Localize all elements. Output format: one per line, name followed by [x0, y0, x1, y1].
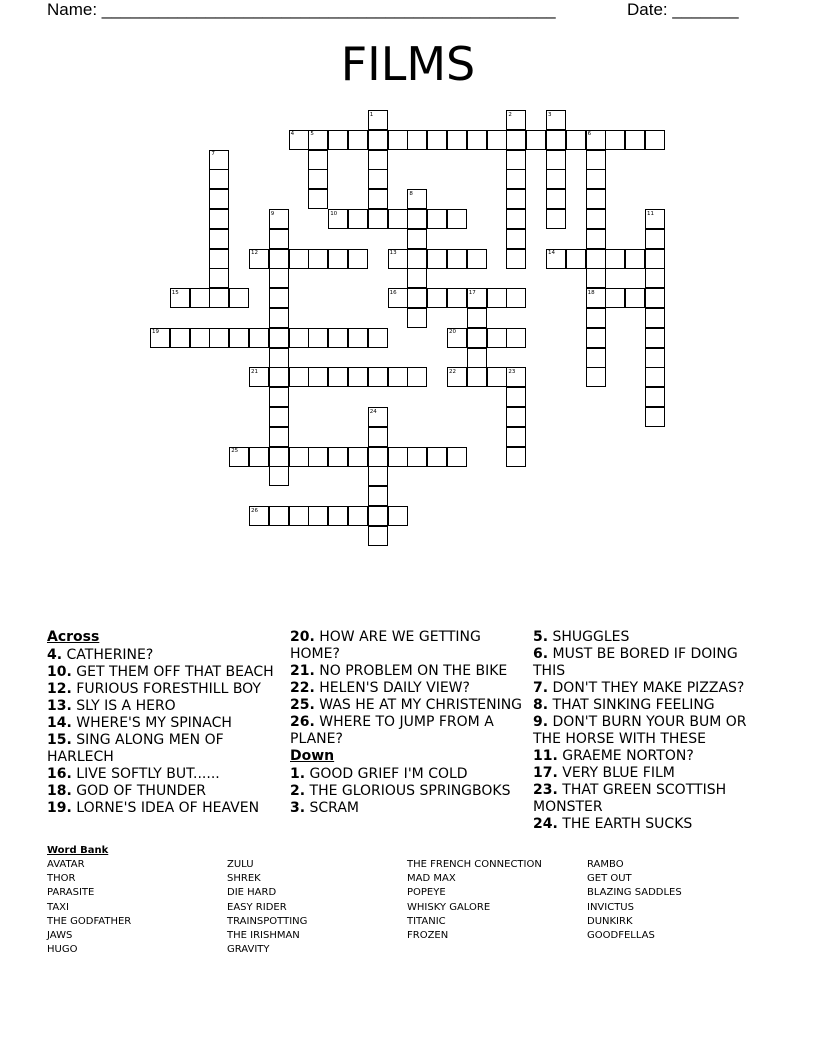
- grid-cell[interactable]: [348, 249, 368, 269]
- grid-cell[interactable]: [487, 367, 507, 387]
- grid-cell[interactable]: [328, 130, 348, 150]
- grid-cell[interactable]: [368, 466, 388, 486]
- grid-cell[interactable]: [546, 169, 566, 189]
- grid-cell[interactable]: [368, 427, 388, 447]
- grid-cell[interactable]: [209, 249, 229, 269]
- clue-item: [47, 647, 287, 664]
- grid-cell[interactable]: [269, 367, 289, 387]
- grid-cell[interactable]: [308, 150, 328, 170]
- grid-cell[interactable]: [467, 249, 487, 269]
- grid-cell[interactable]: [269, 229, 289, 249]
- grid-cell[interactable]: [447, 447, 467, 467]
- clue-number-label: 24.: [533, 816, 558, 832]
- grid-cell[interactable]: [506, 288, 526, 308]
- grid-cell[interactable]: [328, 447, 348, 467]
- clue-number: 20: [449, 329, 456, 336]
- clue-item: [533, 697, 773, 714]
- clue-number-label: 13.: [47, 698, 72, 714]
- word-bank-item: INVICTUS: [587, 901, 634, 913]
- clue-item: [47, 698, 287, 715]
- page-title: FILMS: [340, 37, 476, 91]
- grid-cell[interactable]: [427, 130, 447, 150]
- word-bank-item: EASY RIDER: [227, 901, 287, 913]
- grid-cell[interactable]: [269, 387, 289, 407]
- clue-item: [47, 732, 287, 766]
- grid-cell[interactable]: [625, 130, 645, 150]
- word-bank-item: THE IRISHMAN: [227, 930, 300, 942]
- grid-cell[interactable]: [328, 367, 348, 387]
- grid-cell[interactable]: [269, 348, 289, 368]
- clue-number: 16: [389, 289, 397, 296]
- clue-item: [290, 800, 530, 817]
- grid-cell[interactable]: [348, 130, 368, 150]
- grid-cell[interactable]: [308, 506, 328, 526]
- grid-cell[interactable]: [209, 268, 229, 288]
- grid-cell[interactable]: [586, 229, 606, 249]
- grid-cell[interactable]: [546, 150, 566, 170]
- grid-cell[interactable]: [190, 288, 210, 308]
- clue-text: SHUGGLES: [548, 629, 630, 645]
- clue-text: THE EARTH SUCKS: [557, 816, 693, 832]
- grid-cell[interactable]: [388, 447, 408, 467]
- clue-text: GOD OF THUNDER: [71, 783, 207, 799]
- grid-cell[interactable]: [427, 249, 447, 269]
- clue-item: [533, 646, 773, 680]
- grid-cell[interactable]: [388, 130, 408, 150]
- grid-cell[interactable]: [586, 328, 606, 348]
- grid-cell[interactable]: [368, 447, 388, 467]
- grid-cell[interactable]: [506, 130, 526, 150]
- grid-cell[interactable]: [269, 427, 289, 447]
- grid-cell[interactable]: [308, 328, 328, 348]
- clue-text: CATHERINE?: [62, 647, 154, 663]
- grid-cell[interactable]: [269, 506, 289, 526]
- clue-text: SLY IS A HERO: [71, 698, 176, 714]
- word-bank-item: GRAVITY: [227, 944, 270, 956]
- grid-cell[interactable]: [269, 249, 289, 269]
- grid-cell[interactable]: [586, 268, 606, 288]
- grid-cell[interactable]: [586, 367, 606, 387]
- grid-cell[interactable]: [407, 229, 427, 249]
- clue-text: FURIOUS FORESTHILL BOY: [71, 681, 261, 697]
- grid-cell[interactable]: [645, 229, 665, 249]
- grid-cell[interactable]: [407, 367, 427, 387]
- grid-cell[interactable]: [586, 209, 606, 229]
- clue-number: 6: [587, 131, 592, 138]
- grid-cell[interactable]: [586, 169, 606, 189]
- word-bank-item: GOODFELLAS: [587, 930, 655, 942]
- grid-cell[interactable]: [407, 249, 427, 269]
- clue-number: 10: [330, 210, 338, 217]
- grid-cell[interactable]: [348, 209, 368, 229]
- grid-cell[interactable]: [407, 209, 427, 229]
- grid-cell[interactable]: [645, 288, 665, 308]
- clue-number-label: 16.: [47, 766, 72, 782]
- grid-cell[interactable]: [605, 130, 625, 150]
- grid-cell[interactable]: [586, 308, 606, 328]
- grid-cell[interactable]: [586, 189, 606, 209]
- grid-cell[interactable]: [427, 288, 447, 308]
- grid-cell[interactable]: [506, 169, 526, 189]
- clue-number-label: 8.: [533, 697, 549, 713]
- clue-number: 3: [548, 111, 552, 118]
- clue-number: 5: [310, 131, 314, 138]
- grid-cell[interactable]: [209, 288, 229, 308]
- clue-number: 26: [251, 507, 258, 514]
- grid-cell[interactable]: [388, 367, 408, 387]
- grid-cell[interactable]: [506, 427, 526, 447]
- clue-text: DON'T THEY MAKE PIZZAS?: [548, 680, 745, 696]
- grid-cell[interactable]: [487, 130, 507, 150]
- grid-cell[interactable]: [308, 169, 328, 189]
- clue-text: WHERE TO JUMP FROM A PLANE?: [290, 714, 494, 747]
- clue-text: WHERE'S MY SPINACH: [71, 715, 232, 731]
- clue-number-label: 6.: [533, 646, 549, 662]
- clue-number: 9: [270, 210, 275, 217]
- grid-cell[interactable]: [368, 189, 388, 209]
- grid-cell[interactable]: [506, 249, 526, 269]
- grid-cell[interactable]: [249, 328, 269, 348]
- clue-item: [47, 681, 287, 698]
- clue-item: [533, 714, 773, 748]
- down-heading: Down: [290, 748, 335, 764]
- grid-cell[interactable]: [407, 130, 427, 150]
- grid-cell[interactable]: [407, 308, 427, 328]
- clues-column-1: [47, 629, 287, 817]
- clue-number-label: 14.: [47, 715, 72, 731]
- grid-cell[interactable]: [209, 229, 229, 249]
- word-bank-item: ZULU: [227, 859, 254, 870]
- grid-cell[interactable]: [625, 249, 645, 269]
- clue-item: [290, 680, 530, 697]
- clue-number: 14: [548, 250, 555, 257]
- grid-cell[interactable]: [586, 249, 606, 269]
- clue-number-label: 17.: [533, 765, 558, 781]
- grid-cell[interactable]: [308, 189, 328, 209]
- word-bank-item: THOR: [47, 873, 76, 885]
- grid-cell[interactable]: [467, 308, 487, 328]
- word-bank-item: TITANIC: [407, 915, 446, 927]
- grid-cell[interactable]: [289, 447, 309, 467]
- grid-cell[interactable]: [269, 308, 289, 328]
- word-bank-item: PARASITE: [47, 887, 95, 899]
- grid-cell[interactable]: [308, 367, 328, 387]
- word-bank-item: POPEYE: [407, 887, 446, 899]
- clue-number-label: 15.: [47, 732, 72, 748]
- grid-cell[interactable]: [645, 268, 665, 288]
- clue-text: SCRAM: [305, 800, 359, 816]
- grid-cell[interactable]: [506, 447, 526, 467]
- clue-text: THE GLORIOUS SPRINGBOKS: [305, 783, 511, 799]
- grid-cell[interactable]: [407, 288, 427, 308]
- grid-cell[interactable]: [368, 506, 388, 526]
- clue-number: 24: [369, 408, 377, 415]
- grid-cell[interactable]: [209, 209, 229, 229]
- clue-number: 13: [389, 250, 397, 257]
- clue-number-label: 25.: [290, 697, 315, 713]
- grid-cell[interactable]: [368, 526, 388, 546]
- grid-cell[interactable]: [645, 367, 665, 387]
- grid-cell[interactable]: [447, 249, 467, 269]
- grid-cell[interactable]: [506, 387, 526, 407]
- grid-cell[interactable]: [645, 308, 665, 328]
- across-heading: Across: [47, 629, 100, 645]
- grid-cell[interactable]: [308, 249, 328, 269]
- grid-cell[interactable]: [645, 328, 665, 348]
- clue-text: HELEN'S DAILY VIEW?: [314, 680, 470, 696]
- clue-number: 11: [647, 210, 654, 217]
- clue-item: [290, 629, 530, 663]
- grid-cell[interactable]: [348, 328, 368, 348]
- grid-cell[interactable]: [289, 328, 309, 348]
- word-bank-column-1: [47, 858, 131, 957]
- grid-cell[interactable]: [328, 328, 348, 348]
- clue-text: DON'T BURN YOUR BUM OR THE HORSE WITH THESE: [533, 714, 747, 747]
- date-field-label: Date: _______: [627, 0, 739, 19]
- grid-cell[interactable]: [546, 130, 566, 150]
- grid-cell[interactable]: [368, 130, 388, 150]
- clues-column-2: [290, 629, 530, 817]
- clue-text: MUST BE BORED IF DOING THIS: [533, 646, 738, 679]
- grid-cell[interactable]: [506, 229, 526, 249]
- clue-number-label: 1.: [290, 766, 306, 782]
- grid-cell[interactable]: [269, 288, 289, 308]
- clue-item: [47, 800, 287, 817]
- clue-text: SING ALONG MEN OF HARLECH: [47, 732, 224, 765]
- clue-number-label: 22.: [290, 680, 315, 696]
- word-bank-column-4: [587, 858, 682, 943]
- grid-cell[interactable]: [368, 367, 388, 387]
- clue-text: GRAEME NORTON?: [557, 748, 694, 764]
- clue-number-label: 23.: [533, 782, 558, 798]
- word-bank-item: GET OUT: [587, 873, 632, 885]
- grid-cell[interactable]: [289, 367, 309, 387]
- clue-item: [47, 783, 287, 800]
- grid-cell[interactable]: [269, 466, 289, 486]
- word-bank-column-2: [227, 858, 307, 957]
- clue-number: 25: [231, 448, 239, 455]
- clue-text: HOW ARE WE GETTING HOME?: [290, 629, 481, 662]
- clue-number: 8: [409, 190, 413, 197]
- grid-cell[interactable]: [328, 249, 348, 269]
- grid-cell[interactable]: [586, 348, 606, 368]
- clue-item: [533, 748, 773, 765]
- clue-number-label: 4.: [47, 647, 63, 663]
- grid-cell[interactable]: [388, 506, 408, 526]
- clue-text: LIVE SOFTLY BUT......: [71, 766, 220, 782]
- grid-cell[interactable]: [526, 130, 546, 150]
- grid-cell[interactable]: [506, 189, 526, 209]
- clue-number-label: 9.: [533, 714, 549, 730]
- grid-cell[interactable]: [348, 367, 368, 387]
- grid-cell[interactable]: [447, 130, 467, 150]
- grid-cell[interactable]: [447, 209, 467, 229]
- word-bank-title: Word Bank: [47, 845, 109, 856]
- clue-text: THAT GREEN SCOTTISH MONSTER: [533, 782, 727, 815]
- clues-column-3: [533, 629, 773, 833]
- grid-cell[interactable]: [229, 328, 249, 348]
- clue-number-label: 26.: [290, 714, 315, 730]
- grid-cell[interactable]: [427, 209, 447, 229]
- grid-cell[interactable]: [368, 209, 388, 229]
- grid-cell[interactable]: [289, 249, 309, 269]
- grid-cell[interactable]: [566, 249, 586, 269]
- word-bank-item: MAD MAX: [407, 873, 456, 885]
- word-bank-item: TAXI: [47, 901, 69, 913]
- clue-text: THAT SINKING FEELING: [548, 697, 715, 713]
- clue-number-label: 10.: [47, 664, 72, 680]
- grid-cell[interactable]: [467, 328, 487, 348]
- word-bank-item: TRAINSPOTTING: [227, 915, 308, 927]
- grid-cell[interactable]: [209, 169, 229, 189]
- grid-cell[interactable]: [269, 328, 289, 348]
- grid-cell[interactable]: [427, 447, 447, 467]
- word-bank-item: DUNKIRK: [587, 915, 633, 927]
- grid-cell[interactable]: [388, 209, 408, 229]
- clue-number-label: 5.: [533, 629, 549, 645]
- grid-cell[interactable]: [605, 249, 625, 269]
- grid-cell[interactable]: [566, 130, 586, 150]
- grid-cell[interactable]: [368, 486, 388, 506]
- clue-item: [533, 680, 773, 697]
- clue-number: 12: [251, 250, 258, 257]
- grid-cell[interactable]: [645, 130, 665, 150]
- grid-cell[interactable]: [645, 249, 665, 269]
- grid-cell[interactable]: [407, 268, 427, 288]
- clue-number: 18: [587, 289, 595, 296]
- clue-number-label: 12.: [47, 681, 72, 697]
- word-bank-column-3: [407, 858, 542, 943]
- clue-number: 17: [468, 289, 476, 296]
- grid-cell[interactable]: [190, 328, 210, 348]
- clue-text: NO PROBLEM ON THE BIKE: [314, 663, 508, 679]
- grid-cell[interactable]: [289, 506, 309, 526]
- clue-number-label: 2.: [290, 783, 306, 799]
- word-bank-item: THE GODFATHER: [47, 915, 132, 927]
- clue-number-label: 7.: [533, 680, 549, 696]
- grid-cell[interactable]: [467, 130, 487, 150]
- grid-cell[interactable]: [209, 189, 229, 209]
- grid-cell[interactable]: [229, 288, 249, 308]
- grid-cell[interactable]: [645, 348, 665, 368]
- clue-number: 19: [152, 329, 159, 336]
- clue-item: [533, 816, 773, 833]
- clue-number: 7: [211, 151, 215, 158]
- grid-cell[interactable]: [645, 407, 665, 427]
- grid-cell[interactable]: [447, 288, 467, 308]
- grid-cell[interactable]: [407, 447, 427, 467]
- word-bank-item: AVATAR: [47, 859, 85, 870]
- grid-cell[interactable]: [506, 328, 526, 348]
- grid-cell[interactable]: [368, 150, 388, 170]
- clue-item: [533, 782, 773, 816]
- clue-number-label: 11.: [533, 748, 558, 764]
- clue-item: [290, 663, 530, 680]
- word-bank-item: JAWS: [47, 930, 73, 942]
- grid-cell[interactable]: [625, 288, 645, 308]
- grid-cell[interactable]: [467, 348, 487, 368]
- clue-item: [533, 629, 773, 646]
- clue-item: [290, 697, 530, 714]
- clue-number: 1: [369, 111, 374, 118]
- grid-cell[interactable]: [645, 387, 665, 407]
- word-bank-item: BLAZING SADDLES: [587, 887, 682, 899]
- clue-item: [290, 714, 530, 748]
- clue-text: GET THEM OFF THAT BEACH: [71, 664, 274, 680]
- clue-item: [533, 765, 773, 782]
- clue-item: [47, 715, 287, 732]
- word-bank-item: DIE HARD: [227, 887, 277, 899]
- grid-cell[interactable]: [368, 328, 388, 348]
- grid-cell[interactable]: [586, 150, 606, 170]
- clue-number: 21: [251, 368, 258, 375]
- grid-cell[interactable]: [348, 506, 368, 526]
- clue-number: 4: [290, 131, 295, 138]
- grid-cell[interactable]: [269, 268, 289, 288]
- grid-cell[interactable]: [605, 288, 625, 308]
- clue-number: 2: [508, 111, 512, 118]
- clue-number-label: 20.: [290, 629, 315, 645]
- grid-cell[interactable]: [328, 506, 348, 526]
- name-field-label: Name: ________________________________________________: [47, 0, 556, 19]
- grid-cell[interactable]: [506, 150, 526, 170]
- clue-number-label: 18.: [47, 783, 72, 799]
- grid-cell[interactable]: [546, 209, 566, 229]
- word-bank-item: THE FRENCH CONNECTION: [407, 859, 542, 870]
- grid-cell[interactable]: [546, 189, 566, 209]
- clue-number-label: 3.: [290, 800, 306, 816]
- grid-cell[interactable]: [467, 367, 487, 387]
- grid-cell[interactable]: [269, 407, 289, 427]
- clue-number-label: 21.: [290, 663, 315, 679]
- clue-text: LORNE'S IDEA OF HEAVEN: [71, 800, 260, 816]
- clue-item: [290, 766, 530, 783]
- word-bank-item: FROZEN: [407, 930, 449, 942]
- grid-cell[interactable]: [209, 328, 229, 348]
- clue-number: 23: [508, 368, 516, 375]
- word-bank-item: HUGO: [47, 944, 78, 956]
- grid-cell[interactable]: [506, 209, 526, 229]
- word-bank-item: WHISKY GALORE: [407, 901, 491, 913]
- grid-cell[interactable]: [249, 447, 269, 467]
- clue-text: VERY BLUE FILM: [557, 765, 675, 781]
- clue-item: [290, 783, 530, 800]
- clue-item: [47, 766, 287, 783]
- clue-text: WAS HE AT MY CHRISTENING: [314, 697, 523, 713]
- word-bank-item: SHREK: [227, 873, 261, 885]
- clue-number: 15: [171, 289, 179, 296]
- grid-cell[interactable]: [487, 288, 507, 308]
- clue-item: [47, 664, 287, 681]
- grid-cell[interactable]: [308, 447, 328, 467]
- grid-cell[interactable]: [506, 407, 526, 427]
- clue-number-label: 19.: [47, 800, 72, 816]
- grid-cell[interactable]: [368, 169, 388, 189]
- clue-text: GOOD GRIEF I'M COLD: [305, 766, 468, 782]
- grid-cell[interactable]: [487, 328, 507, 348]
- grid-cell[interactable]: [269, 447, 289, 467]
- grid-cell[interactable]: [348, 447, 368, 467]
- clue-number: 22: [449, 368, 456, 375]
- word-bank-item: RAMBO: [587, 859, 624, 870]
- grid-cell[interactable]: [170, 328, 190, 348]
